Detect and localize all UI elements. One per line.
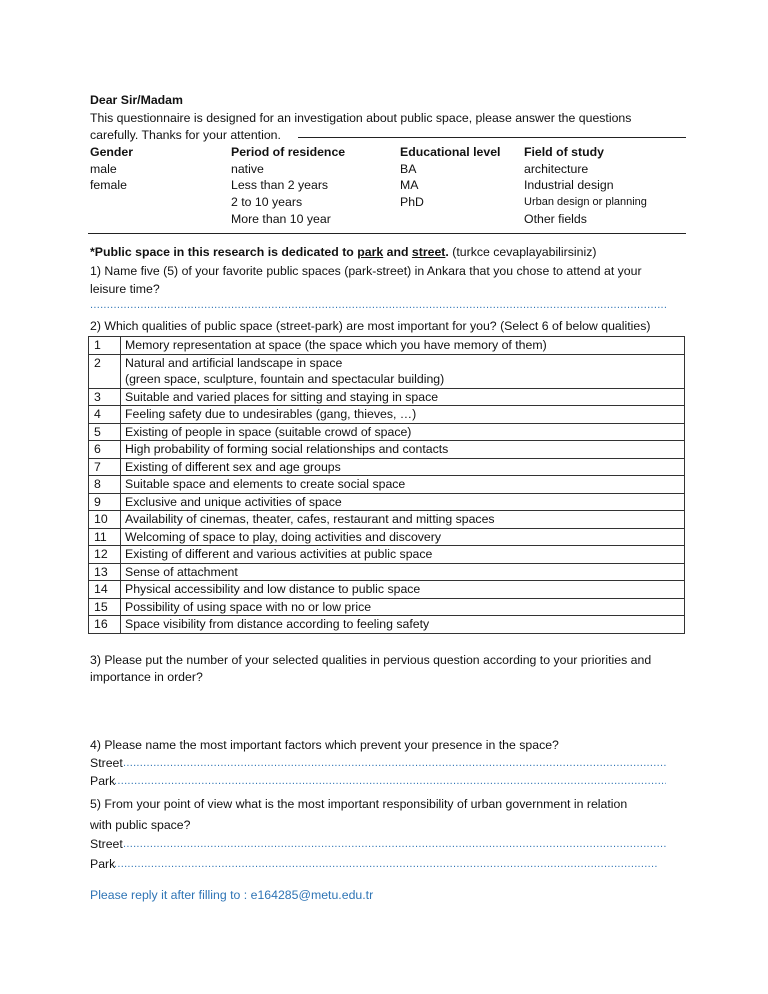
question-2-prompt: 2) Which qualities of public space (street-park) are most important for you? (Select 6 of below qualities): [90, 319, 651, 333]
item-number: 13: [89, 563, 121, 581]
table-row[interactable]: [89, 528, 685, 546]
question-3-line-1: 3) Please put the number of your selected qualities in pervious question according to your priorities and: [90, 653, 652, 667]
item-text: Existing of different sex and age groups: [121, 458, 685, 476]
table-row[interactable]: [89, 337, 685, 355]
item-number: 8: [89, 476, 121, 494]
item-text: Existing of different and various activities at public space: [121, 546, 685, 564]
table-row[interactable]: [89, 388, 685, 406]
q4-park-label: Park: [90, 774, 116, 788]
table-row[interactable]: [89, 423, 685, 441]
education-option[interactable]: BA: [400, 162, 417, 176]
item-number: 1: [89, 337, 121, 355]
gender-header: Gender: [90, 145, 134, 159]
q4-park-answer-line[interactable]: [114, 775, 666, 787]
item-text: Suitable space and elements to create social space: [121, 476, 685, 494]
education-option[interactable]: PhD: [400, 195, 424, 209]
item-number: 9: [89, 493, 121, 511]
scope-note-prefix: *Public space in this research is dedicated to: [90, 245, 358, 259]
q5-park-answer-line[interactable]: [114, 858, 658, 870]
table-row[interactable]: [89, 354, 685, 388]
table-row[interactable]: [89, 493, 685, 511]
residence-option[interactable]: More than 10 year: [231, 212, 331, 226]
item-text: Availability of cinemas, theater, cafes, restaurant and mitting spaces: [121, 511, 685, 529]
item-number: 6: [89, 441, 121, 459]
item-number: 7: [89, 458, 121, 476]
item-number: 14: [89, 581, 121, 599]
question-1-answer-line[interactable]: [90, 299, 667, 311]
item-text: Physical accessibility and low distance to public space: [121, 581, 685, 599]
question-3-line-2: importance in order?: [90, 670, 203, 684]
field-option[interactable]: Other fields: [524, 212, 587, 226]
gender-option[interactable]: female: [90, 178, 127, 192]
item-number: 12: [89, 546, 121, 564]
field-option[interactable]: Industrial design: [524, 178, 614, 192]
table-row[interactable]: [89, 546, 685, 564]
divider: [298, 137, 686, 138]
table-row[interactable]: [89, 441, 685, 459]
item-number: 11: [89, 528, 121, 546]
table-row[interactable]: [89, 598, 685, 616]
residence-header: Period of residence: [231, 145, 346, 159]
education-option[interactable]: MA: [400, 178, 419, 192]
field-option[interactable]: architecture: [524, 162, 589, 176]
question-1-line-1: 1) Name five (5) of your favorite public spaces (park-street) in Ankara that you chose to attend at your: [90, 264, 642, 278]
table-row[interactable]: [89, 563, 685, 581]
item-text: Welcoming of space to play, doing activities and discovery: [121, 528, 685, 546]
divider: [88, 233, 686, 234]
item-text: Exclusive and unique activities of space: [121, 493, 685, 511]
item-number: 5: [89, 423, 121, 441]
intro-line-2: carefully. Thanks for your attention.: [90, 128, 281, 142]
item-number: 2: [89, 354, 121, 388]
table-row[interactable]: [89, 581, 685, 599]
scope-note-suffix: (turkce cevaplayabilirsiniz): [448, 245, 597, 259]
table-row[interactable]: [89, 511, 685, 529]
item-text: Memory representation at space (the space which you have memory of them): [121, 337, 685, 355]
item-text: Existing of people in space (suitable crowd of space): [121, 423, 685, 441]
item-text: Space visibility from distance according to feeling safety: [121, 616, 685, 634]
residence-option[interactable]: 2 to 10 years: [231, 195, 303, 209]
table-row[interactable]: [89, 476, 685, 494]
question-1-line-2: leisure time?: [90, 282, 160, 296]
item-text-line-1: Natural and artificial landscape in space: [125, 355, 343, 370]
item-text: High probability of forming social relationships and contacts: [121, 441, 685, 459]
item-number: 3: [89, 388, 121, 406]
item-number: 15: [89, 598, 121, 616]
residence-option[interactable]: native: [231, 162, 264, 176]
q4-street-label: Street: [90, 756, 123, 770]
scope-note: [90, 245, 596, 259]
scope-note-street: street: [411, 245, 446, 259]
item-text: Sense of attachment: [121, 563, 685, 581]
gender-option[interactable]: male: [90, 162, 117, 176]
table-row[interactable]: [89, 406, 685, 424]
scope-note-and: and: [383, 245, 412, 259]
item-text-line-2: (green space, sculpture, fountain and spectacular building): [125, 372, 445, 386]
education-header: Educational level: [400, 145, 501, 159]
table-row[interactable]: [89, 458, 685, 476]
item-text: Feeling safety due to undesirables (gang, thieves, …): [121, 406, 685, 424]
q4-street-answer-line[interactable]: [123, 757, 666, 769]
table-row[interactable]: [89, 616, 685, 634]
question-5-line-1: 5) From your point of view what is the most important responsibility of urban government in relation: [90, 797, 628, 811]
q5-street-label: Street: [90, 837, 123, 851]
item-number: 4: [89, 406, 121, 424]
item-text: Suitable and varied places for sitting and staying in space: [121, 388, 685, 406]
q5-street-answer-line[interactable]: [123, 838, 666, 850]
question-4-prompt: 4) Please name the most important factors which prevent your presence in the space?: [90, 738, 559, 752]
greeting: Dear Sir/Madam: [90, 93, 183, 107]
residence-option[interactable]: Less than 2 years: [231, 178, 329, 192]
item-text: [121, 354, 685, 388]
qualities-table: [88, 336, 685, 634]
scope-note-park: park: [357, 245, 384, 259]
scope-note-period: .: [445, 245, 449, 259]
item-number: 16: [89, 616, 121, 634]
reply-instruction: Please reply it after filling to : e164285@metu.edu.tr: [90, 888, 374, 902]
intro-line-1: This questionnaire is designed for an investigation about public space, please answer the questions: [90, 111, 632, 125]
item-text: Possibility of using space with no or low price: [121, 598, 685, 616]
item-number: 10: [89, 511, 121, 529]
field-option[interactable]: Urban design or planning: [524, 196, 647, 208]
q5-park-label: Park: [90, 857, 116, 871]
question-5-line-2: with public space?: [90, 818, 191, 832]
field-header: Field of study: [524, 145, 604, 159]
